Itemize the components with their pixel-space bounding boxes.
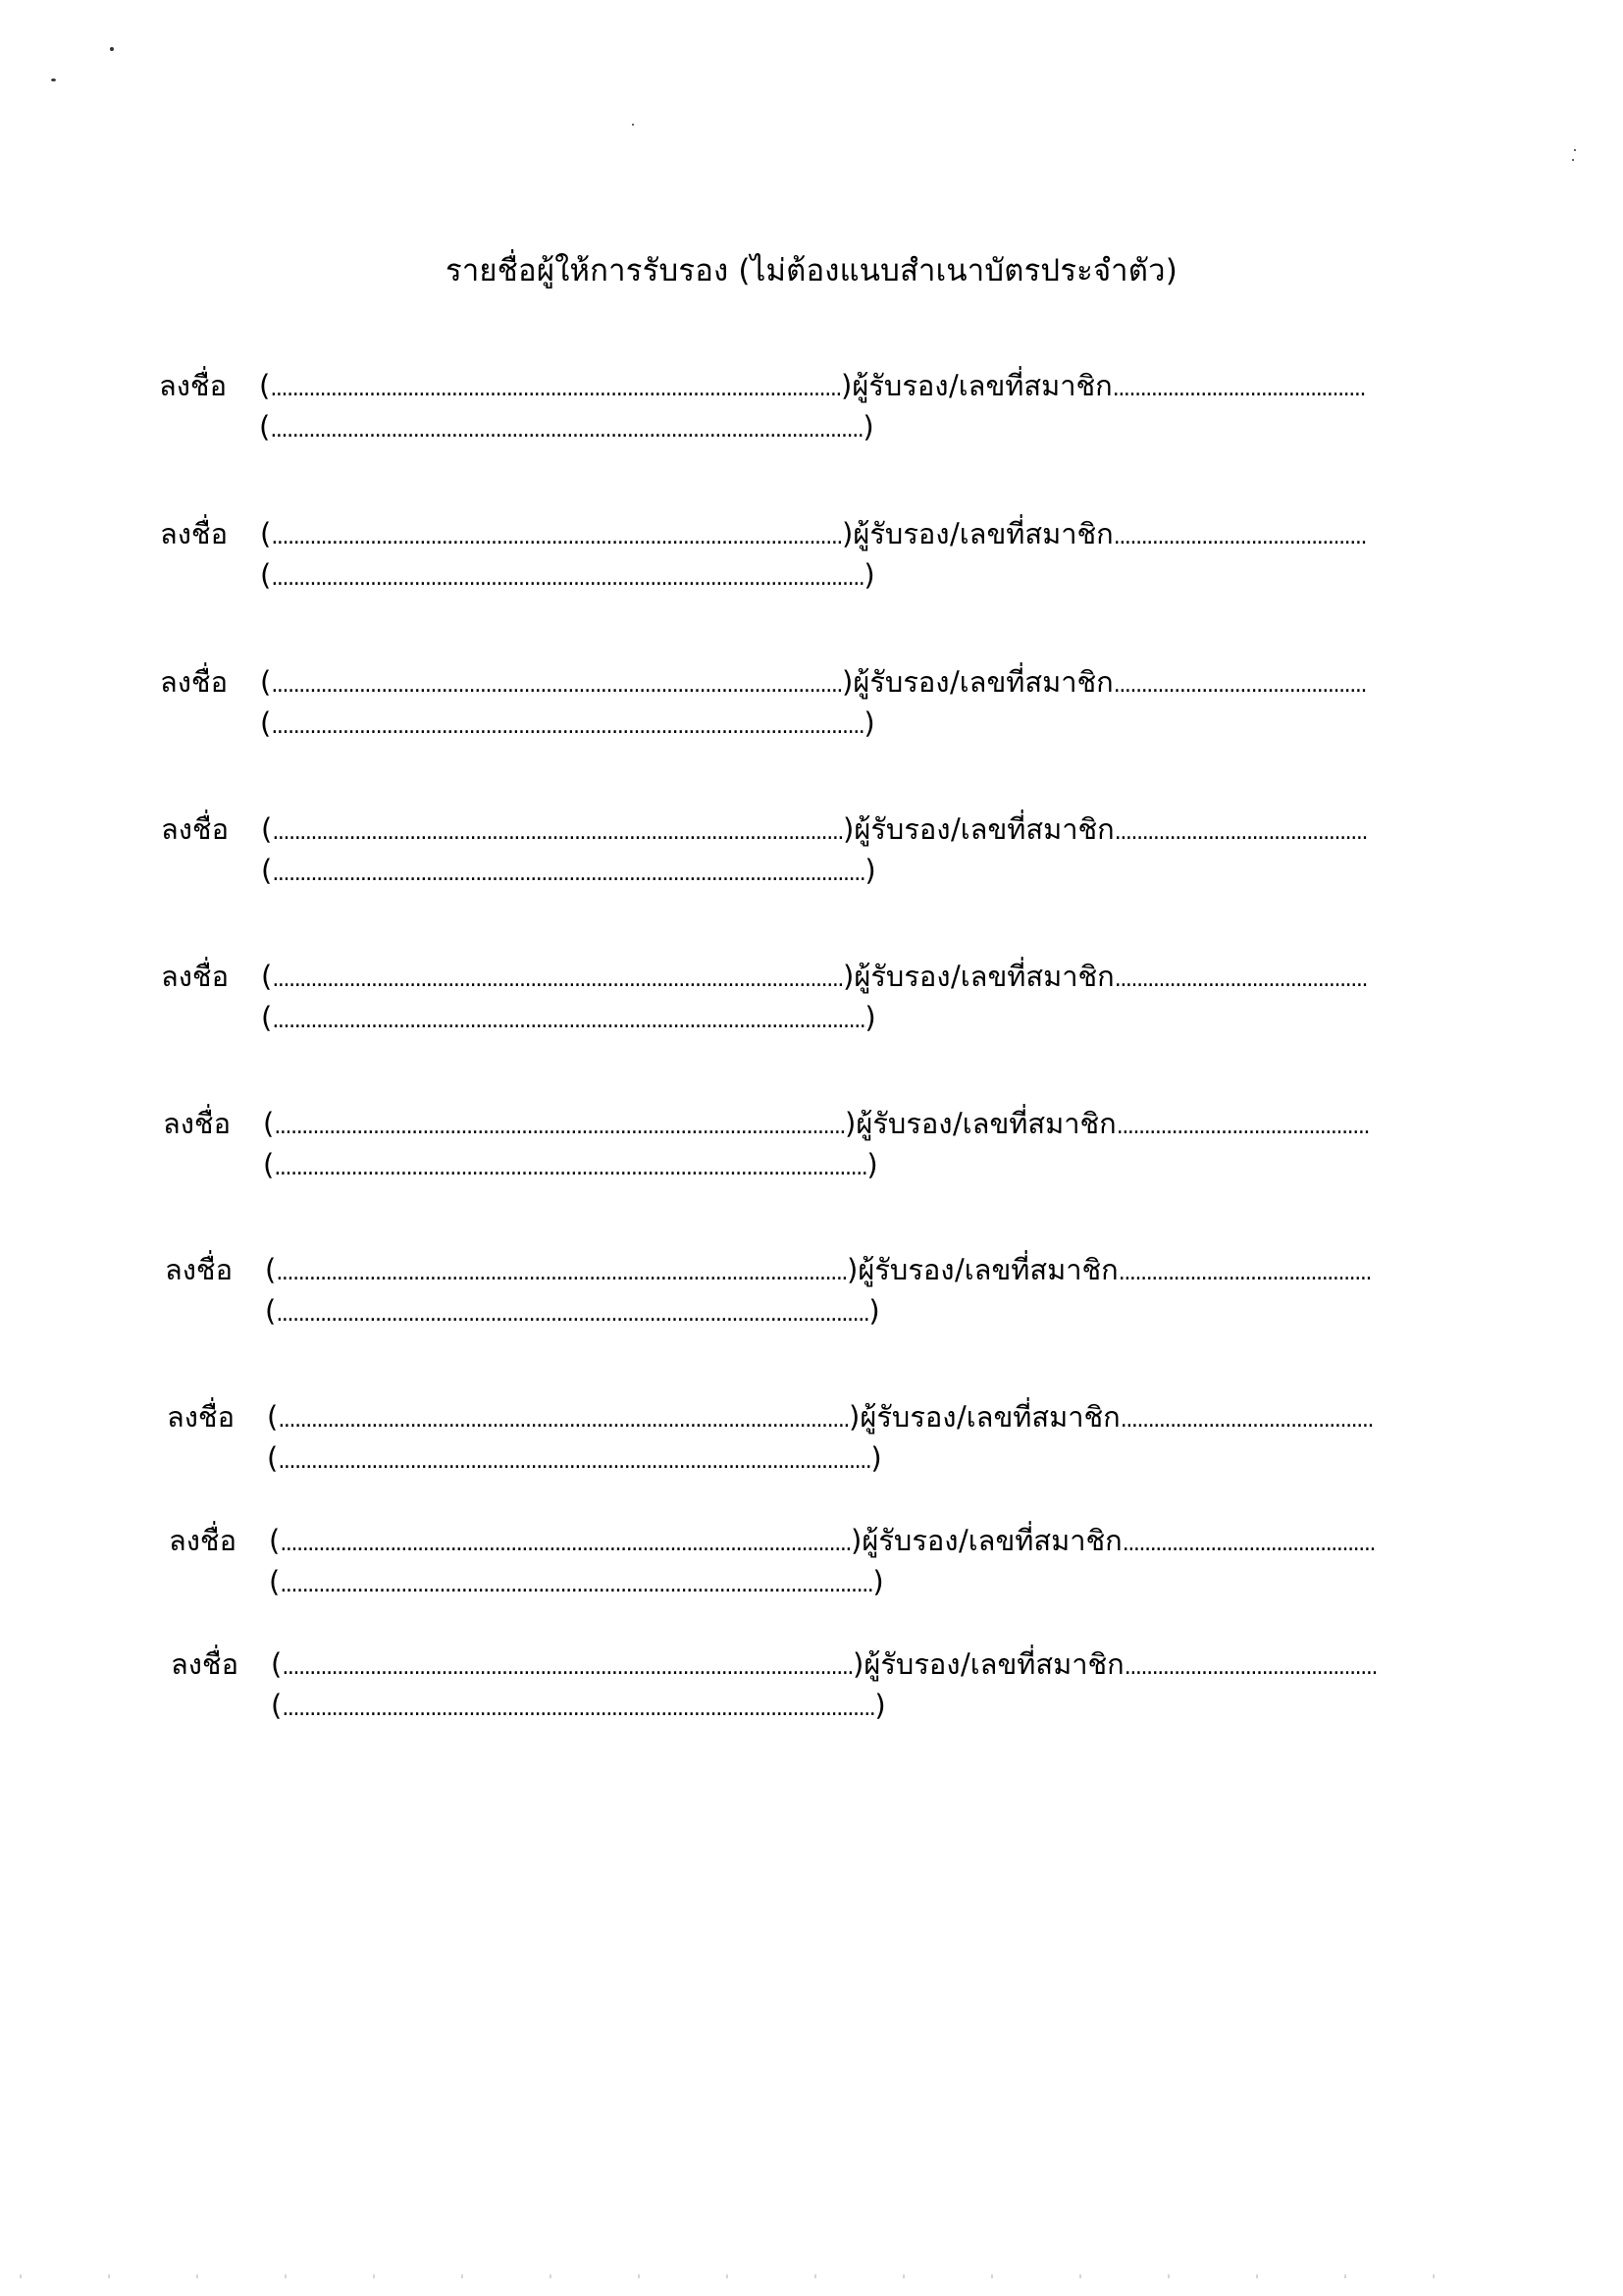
member-number-field[interactable] xyxy=(959,1518,1375,1563)
sign-label: ลงชื่อ xyxy=(169,1524,237,1557)
printed-name-line[interactable] xyxy=(261,1001,876,1034)
certifier-label: ผู้รับรอง xyxy=(853,665,950,699)
certifier-entry xyxy=(159,363,1435,451)
certifier-label: ผู้รับรอง xyxy=(854,960,951,993)
open-paren: ( xyxy=(269,1524,281,1557)
open-paren: ( xyxy=(261,812,273,846)
certifier-entry xyxy=(161,954,1437,1042)
member-number-dotted-field[interactable]: .............................................. xyxy=(1118,1261,1372,1285)
signature-line[interactable] xyxy=(271,1642,961,1687)
open-paren: ( xyxy=(259,369,271,402)
scan-speck xyxy=(110,47,114,51)
close-paren: ) xyxy=(864,558,875,592)
open-paren: ( xyxy=(269,1565,281,1598)
certifier-label: ผู้รับรอง xyxy=(856,1107,953,1140)
close-paren: ) xyxy=(874,1689,886,1722)
signature-dotted-field[interactable]: ........................................................................................................ xyxy=(272,967,844,992)
close-paren: ) xyxy=(872,1565,884,1598)
certifier-entry xyxy=(169,1518,1444,1606)
member-number-dotted-field[interactable]: .............................................. xyxy=(1114,820,1368,845)
printed-name-dotted-field[interactable]: ............................................................................................................ xyxy=(280,1573,873,1597)
member-number-label: /เลขที่สมาชิก xyxy=(953,1107,1117,1140)
open-paren: ( xyxy=(271,1689,283,1722)
certifier-entry xyxy=(163,1101,1439,1189)
member-number-label: /เลขที่สมาชิก xyxy=(961,1647,1125,1681)
open-paren: ( xyxy=(260,558,272,592)
member-number-field[interactable] xyxy=(955,1247,1371,1292)
open-paren: ( xyxy=(271,1647,283,1681)
certifier-entry xyxy=(167,1394,1442,1483)
printed-name-dotted-field[interactable]: ............................................................................................................ xyxy=(276,1302,869,1327)
signature-line[interactable] xyxy=(261,807,951,852)
sign-label: ลงชื่อ xyxy=(163,1107,232,1140)
printed-name-dotted-field[interactable]: ............................................................................................................ xyxy=(282,1696,875,1721)
member-number-field[interactable] xyxy=(951,954,1367,999)
member-number-dotted-field[interactable]: .............................................. xyxy=(1116,1115,1370,1139)
close-paren: ) xyxy=(864,1001,876,1034)
signature-line[interactable] xyxy=(260,511,950,556)
close-paren: ) xyxy=(863,410,874,444)
close-paren: ) xyxy=(864,854,876,887)
printed-name-line[interactable] xyxy=(271,1689,886,1722)
member-number-label: /เลขที่สมาชิก xyxy=(955,1253,1119,1286)
sign-label: ลงชื่อ xyxy=(159,369,228,402)
signature-dotted-field[interactable]: ........................................................................................................ xyxy=(276,1261,848,1285)
scan-speck xyxy=(51,78,56,81)
certifier-label: ผู้รับรอง xyxy=(854,812,951,846)
open-paren: ( xyxy=(259,410,271,444)
signature-line[interactable] xyxy=(267,1394,957,1439)
open-paren: ( xyxy=(267,1441,279,1475)
signature-dotted-field[interactable]: ........................................................................................................ xyxy=(278,1408,850,1433)
printed-name-line[interactable] xyxy=(259,410,874,444)
close-paren: ) xyxy=(841,369,853,402)
member-number-dotted-field[interactable]: .............................................. xyxy=(1114,967,1368,992)
member-number-dotted-field[interactable]: .............................................. xyxy=(1124,1655,1378,1680)
member-number-label: /เลขที่สมาชิก xyxy=(950,517,1114,550)
certifier-entry xyxy=(165,1247,1440,1335)
certifier-entry xyxy=(160,659,1436,748)
signature-line[interactable] xyxy=(265,1247,955,1292)
member-number-dotted-field[interactable]: .............................................. xyxy=(1122,1532,1376,1556)
certifier-label: ผู้รับรอง xyxy=(862,1524,959,1557)
certifier-label: ผู้รับรอง xyxy=(864,1647,961,1681)
open-paren: ( xyxy=(260,517,272,550)
close-paren: ) xyxy=(843,960,855,993)
member-number-dotted-field[interactable]: .............................................. xyxy=(1112,377,1366,401)
signature-line[interactable] xyxy=(259,363,949,408)
printed-name-line[interactable] xyxy=(260,558,875,592)
page-title: รายชื่อผู้ให้การรับรอง (ไม่ต้องแนบสำเนาบัตรประจำตัว) xyxy=(445,253,1178,288)
member-number-field[interactable] xyxy=(961,1642,1377,1687)
member-number-field[interactable] xyxy=(950,659,1366,704)
printed-name-dotted-field[interactable]: ............................................................................................................ xyxy=(271,714,864,739)
printed-name-line[interactable] xyxy=(261,854,876,887)
close-paren: ) xyxy=(849,1400,861,1434)
close-paren: ) xyxy=(866,1148,878,1181)
printed-name-line[interactable] xyxy=(267,1441,882,1475)
open-paren: ( xyxy=(261,960,273,993)
sign-label: ลงชื่อ xyxy=(161,812,230,846)
signature-dotted-field[interactable]: ........................................................................................................ xyxy=(271,673,843,698)
close-paren: ) xyxy=(864,706,875,740)
sign-label: ลงชื่อ xyxy=(165,1253,234,1286)
close-paren: ) xyxy=(843,812,855,846)
printed-name-dotted-field[interactable]: ............................................................................................................ xyxy=(274,1156,867,1180)
signature-line[interactable] xyxy=(260,659,950,704)
printed-name-line[interactable] xyxy=(263,1148,878,1181)
certifier-entry xyxy=(171,1642,1446,1730)
open-paren: ( xyxy=(263,1148,275,1181)
signature-dotted-field[interactable]: ........................................................................................................ xyxy=(274,1115,846,1139)
member-number-field[interactable] xyxy=(951,807,1367,852)
certifier-entry xyxy=(161,807,1437,895)
member-number-field[interactable] xyxy=(949,363,1365,408)
scan-speck xyxy=(1574,149,1576,151)
open-paren: ( xyxy=(263,1107,275,1140)
open-paren: ( xyxy=(261,854,273,887)
certifier-label: ผู้รับรอง xyxy=(852,369,949,402)
member-number-label: /เลขที่สมาชิก xyxy=(951,960,1115,993)
signature-dotted-field[interactable]: ........................................................................................................ xyxy=(272,820,844,845)
sign-label: ลงชื่อ xyxy=(171,1647,239,1681)
signature-dotted-field[interactable]: ........................................................................................................ xyxy=(282,1655,854,1680)
close-paren: ) xyxy=(845,1107,857,1140)
signature-line[interactable] xyxy=(269,1518,959,1563)
member-number-label: /เลขที่สมาชิก xyxy=(950,665,1114,699)
sign-label: ลงชื่อ xyxy=(160,517,229,550)
sign-label: ลงชื่อ xyxy=(161,960,230,993)
printed-name-dotted-field[interactable]: ............................................................................................................ xyxy=(271,566,864,591)
certifier-label: ผู้รับรอง xyxy=(853,517,950,550)
member-number-field[interactable] xyxy=(953,1101,1369,1146)
member-number-label: /เลขที่สมาชิก xyxy=(951,812,1115,846)
member-number-dotted-field[interactable]: .............................................. xyxy=(1113,673,1367,698)
open-paren: ( xyxy=(260,706,272,740)
signature-dotted-field[interactable]: ........................................................................................................ xyxy=(280,1532,852,1556)
close-paren: ) xyxy=(870,1441,882,1475)
open-paren: ( xyxy=(267,1400,279,1434)
open-paren: ( xyxy=(261,1001,273,1034)
close-paren: ) xyxy=(847,1253,859,1286)
sign-label: ลงชื่อ xyxy=(167,1400,236,1434)
scan-noise-strip xyxy=(20,2274,1492,2278)
open-paren: ( xyxy=(260,665,272,699)
printed-name-dotted-field[interactable]: ............................................................................................................ xyxy=(278,1449,871,1474)
close-paren: ) xyxy=(853,1647,864,1681)
signature-dotted-field[interactable]: ........................................................................................................ xyxy=(271,525,843,549)
open-paren: ( xyxy=(265,1253,277,1286)
printed-name-line[interactable] xyxy=(265,1294,880,1328)
printed-name-dotted-field[interactable]: ............................................................................................................ xyxy=(272,1009,865,1033)
signature-line[interactable] xyxy=(263,1101,953,1146)
certifier-label: ผู้รับรอง xyxy=(860,1400,957,1434)
printed-name-line[interactable] xyxy=(269,1565,884,1598)
scan-speck xyxy=(632,124,634,126)
close-paren: ) xyxy=(851,1524,863,1557)
member-number-label: /เลขที่สมาชิก xyxy=(959,1524,1123,1557)
close-paren: ) xyxy=(842,665,854,699)
member-number-dotted-field[interactable]: .............................................. xyxy=(1120,1408,1374,1433)
close-paren: ) xyxy=(842,517,854,550)
printed-name-dotted-field[interactable]: ............................................................................................................ xyxy=(270,418,864,443)
scan-speck xyxy=(1572,159,1574,161)
printed-name-dotted-field[interactable]: ............................................................................................................ xyxy=(272,861,865,886)
certifier-entry xyxy=(160,511,1436,600)
member-number-field[interactable] xyxy=(957,1394,1373,1439)
member-number-dotted-field[interactable]: .............................................. xyxy=(1113,525,1367,549)
close-paren: ) xyxy=(868,1294,880,1328)
member-number-label: /เลขที่สมาชิก xyxy=(949,369,1113,402)
sign-label: ลงชื่อ xyxy=(160,665,229,699)
member-number-field[interactable] xyxy=(950,511,1366,556)
signature-line[interactable] xyxy=(261,954,951,999)
certifier-label: ผู้รับรอง xyxy=(858,1253,955,1286)
open-paren: ( xyxy=(265,1294,277,1328)
printed-name-line[interactable] xyxy=(260,706,875,740)
member-number-label: /เลขที่สมาชิก xyxy=(957,1400,1121,1434)
signature-dotted-field[interactable]: ........................................................................................................ xyxy=(270,377,842,401)
